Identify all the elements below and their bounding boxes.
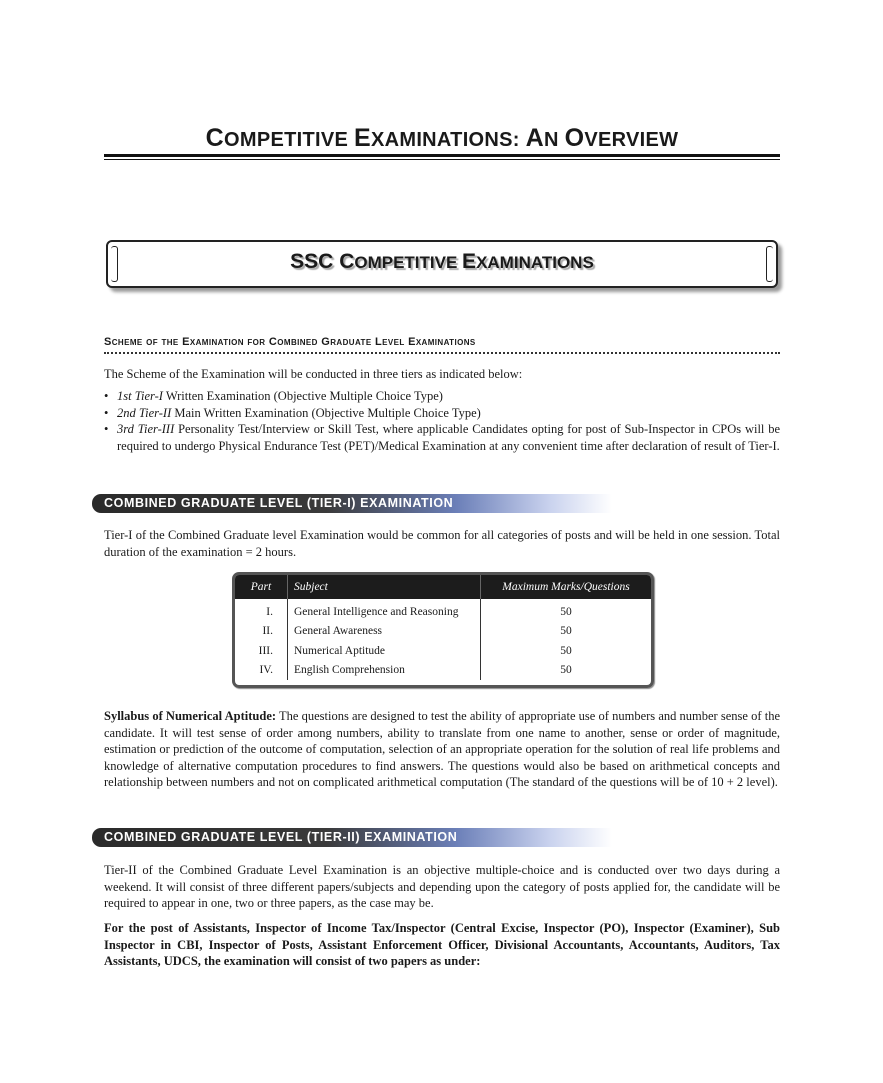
table-row — [235, 599, 651, 622]
title-part: AN — [525, 124, 565, 152]
page-title — [104, 124, 780, 153]
header-part: Part — [235, 575, 288, 599]
scheme-heading: Scheme of the Examination for Combined Graduate Level Examinations — [104, 336, 476, 348]
syllabus-label: Syllabus of Numerical Aptitude: — [104, 709, 277, 723]
scheme-intro: The Scheme of the Examination will be conducted in three tiers as indicated below: — [104, 367, 523, 381]
title-rule-thick — [104, 154, 780, 157]
tier2-posts-paragraph: For the post of Assistants, Inspector of Income Tax/Inspector (Central Excise, Inspector (PO), Inspector (Examiner), Sub Inspector in CBI, Inspector of Posts, Assistant Enforcement Officer, Divisional Accountants, Accountants, Auditors, Tax Assistants, UDCS, the examination will consist of two papers as under: — [104, 921, 780, 968]
table-row — [235, 661, 651, 681]
syllabus-text: The questions are designed to test the ability of appropriate use of numbers and number sense of the candidate. It will test sense of order among numbers, ability to translate from one name to another, sense or order of magnitude, estimation or prediction of the outcome of computation, selection of an appropriate operation for the solution of real life problems and knowledge of alternative computation procedures to find answers. The questions would also be based on arithmetical concepts and relationship between numbers and not on complicated arithmetical computation (The standard of the questions will be of 10 + 2 level). — [104, 709, 780, 789]
table-row — [235, 641, 651, 661]
section-heading-tier2: COMBINED GRADUATE LEVEL (TIER-II) EXAMINATION — [92, 828, 612, 847]
cell-part: III. — [258, 644, 273, 657]
section-heading-tier1: COMBINED GRADUATE LEVEL (TIER-I) EXAMINATION — [92, 494, 612, 513]
title-rule-thin — [104, 159, 780, 160]
table-row — [235, 622, 651, 642]
cell-marks: 50 — [560, 664, 572, 677]
list-item: • 3rd Tier-III Personality Test/Interview or Skill Test, where applicable Candidates opting for post of Sub-Inspector in CPOs will be required to undergo Physical Endurance Test (PET)/Medical Examination at any convenient time after declaration of result of Tier-I. — [104, 421, 780, 454]
tier2-intro: Tier-II of the Combined Graduate Level Examination is an objective multiple-choice and is conducted over two days during a weekend. It will consist of three different papers/subjects and depending upon the category of posts applied for, the candidate will be required to appear in one, two or three papers, as the case may be. — [104, 863, 780, 910]
cell-marks: 50 — [560, 644, 572, 657]
syllabus-paragraph — [104, 708, 780, 791]
list-item: • 2nd Tier-II Main Written Examination (Objective Multiple Choice Type) — [104, 405, 780, 422]
list-item: • 1st Tier-I Written Examination (Objective Multiple Choice Type) — [104, 388, 780, 405]
tier-list — [104, 388, 780, 454]
cell-marks: 50 — [560, 625, 572, 638]
banner-title: SSC COMPETITIVE EXAMINATIONS — [290, 250, 594, 273]
header-subject: Subject — [288, 575, 481, 599]
title-part: OVERVIEW — [564, 124, 679, 152]
title-part: EXAMINATIONS: — [354, 124, 526, 152]
dotted-divider — [104, 352, 780, 354]
cell-subject: Numerical Aptitude — [288, 641, 481, 661]
header-marks: Maximum Marks/Questions — [481, 575, 652, 599]
cell-subject: English Comprehension — [288, 661, 481, 681]
cell-part: IV. — [259, 664, 273, 677]
tier1-intro: Tier-I of the Combined Graduate level Examination would be common for all categories of posts and will be held in one session. Total duration of the examination = 2 hours. — [104, 528, 780, 559]
cell-part: II. — [262, 625, 273, 638]
cell-part: I. — [266, 605, 273, 618]
cell-marks: 50 — [560, 605, 572, 618]
cell-subject: General Awareness — [288, 622, 481, 642]
title-part: COMPETITIVE — [205, 124, 354, 152]
chapter-banner — [106, 240, 778, 288]
cell-subject: General Intelligence and Reasoning — [288, 599, 481, 622]
marks-table — [232, 572, 654, 688]
table-header-row — [235, 575, 651, 599]
